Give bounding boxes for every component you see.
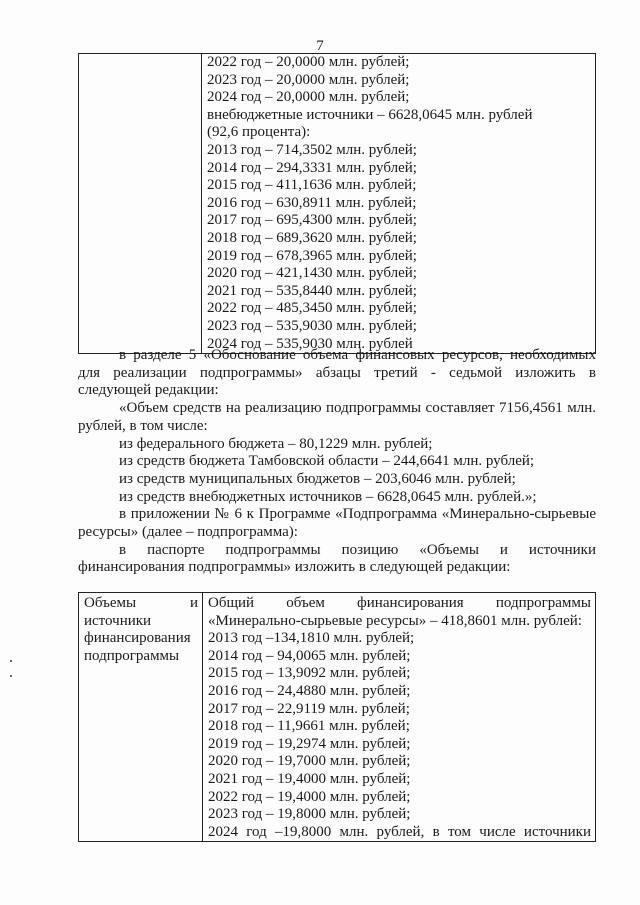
list-item: из средств бюджета Тамбовской области – 244,6641 млн. рублей; [119, 453, 535, 470]
funding-line: 2021 год – 19,4000 млн. рублей; [208, 770, 411, 787]
funding-line: 2015 год – 411,1636 млн. рублей; [207, 177, 417, 194]
funding-line: 2018 год – 689,3620 млн. рублей; [207, 229, 417, 246]
paragraph-appendix6: в приложении № 6 к Программе «Подпрограмма «Минерально-сырьевые ресурсы» (далее – подпрограмма): [78, 506, 596, 541]
list-item: из средств муниципальных бюджетов – 203,6046 млн. рублей; [119, 470, 516, 487]
funding-line: 2023 год – 535,9030 млн. рублей; [207, 317, 417, 334]
funding-line: 2016 год – 24,4880 млн. рублей; [208, 682, 411, 699]
table1-left-cell [79, 54, 202, 354]
funding-line: 2016 год – 630,8911 млн. рублей; [207, 194, 417, 211]
funding-line: 2017 год – 22,9119 млн. рублей; [208, 700, 410, 717]
table2-left-cell [79, 593, 203, 842]
funding-line: 2015 год – 13,9092 млн. рублей; [208, 665, 411, 682]
page-number: 7 [316, 38, 324, 54]
funding-intro: Общий объем финансирования подпрограммы «Минерально-сырьевые ресурсы» – 418,8601 млн. рублей: [208, 595, 591, 629]
funding-line: внебюджетные источники – 6628,0645 млн. рублей [207, 106, 533, 123]
funding-line: 2023 год – 19,8000 млн. рублей; [208, 806, 411, 823]
left-cell-line: подпрограммы [84, 647, 180, 664]
funding-line: 2014 год – 294,3331 млн. рублей; [207, 159, 417, 176]
funding-line: 2022 год – 19,4000 млн. рублей; [208, 788, 411, 805]
funding-line: 2019 год – 678,3965 млн. рублей; [207, 247, 417, 264]
funding-line: 2014 год – 94,0065 млн. рублей; [208, 647, 411, 664]
list-item: из средств внебюджетных источников – 6628,0645 млн. рублей.»; [119, 488, 537, 505]
funding-table-continued [78, 53, 596, 354]
paragraph-passport: в паспорте подпрограммы позицию «Объемы и источники финансирования подпрограммы» изложить в следующей редакции: [78, 541, 596, 576]
funding-line: 2021 год – 535,8440 млн. рублей; [207, 282, 417, 299]
paragraph-section5: в разделе 5 «Обоснование объема финансовых ресурсов, необходимых для реализации подпрограммы» абзацы третий - седьмой изложить в следующей редакции: [78, 347, 596, 399]
funding-line: 2020 год – 421,1430 млн. рублей; [207, 265, 417, 282]
funding-line-last: 2024 год –19,8000 млн. рублей, в том числе источники [208, 823, 591, 840]
paragraph-volume: «Объем средств на реализацию подпрограммы составляет 7156,4561 млн. рублей, в том числе: [78, 400, 596, 434]
funding-line: 2018 год – 11,9661 млн. рублей; [208, 718, 410, 735]
funding-line: 2020 год – 19,7000 млн. рублей; [208, 753, 411, 770]
funding-line: 2022 год – 485,3450 млн. рублей; [207, 300, 417, 317]
left-cell-line: финансирования [84, 630, 191, 647]
funding-line: 2022 год – 20,0000 млн. рублей; [207, 54, 410, 70]
funding-line: 2013 год – 714,3502 млн. рублей; [207, 141, 417, 158]
funding-line: 2024 год – 20,0000 млн. рублей; [207, 89, 410, 106]
funding-line: 2017 год – 695,4300 млн. рублей; [207, 212, 417, 229]
list-item: из федерального бюджета – 80,1229 млн. рублей; [119, 435, 433, 452]
left-cell-line: источники [84, 612, 152, 629]
funding-line: 2024 год – 535,9030 млн. рублей [207, 335, 413, 352]
document-body [78, 347, 596, 577]
table2-right-cell [203, 593, 596, 842]
funding-line: (92,6 процента): [207, 124, 311, 141]
funding-line: 2023 год – 20,0000 млн. рублей; [207, 71, 410, 88]
funding-line: 2019 год – 19,2974 млн. рублей; [208, 735, 411, 752]
funding-table-subprogram [78, 592, 596, 842]
scan-dot [10, 675, 12, 677]
table1-right-cell [202, 54, 596, 354]
scan-dot [10, 660, 12, 662]
funding-line: 2013 год –134,1810 млн. рублей; [208, 630, 415, 647]
left-cell-line: Объемы и [84, 595, 198, 611]
